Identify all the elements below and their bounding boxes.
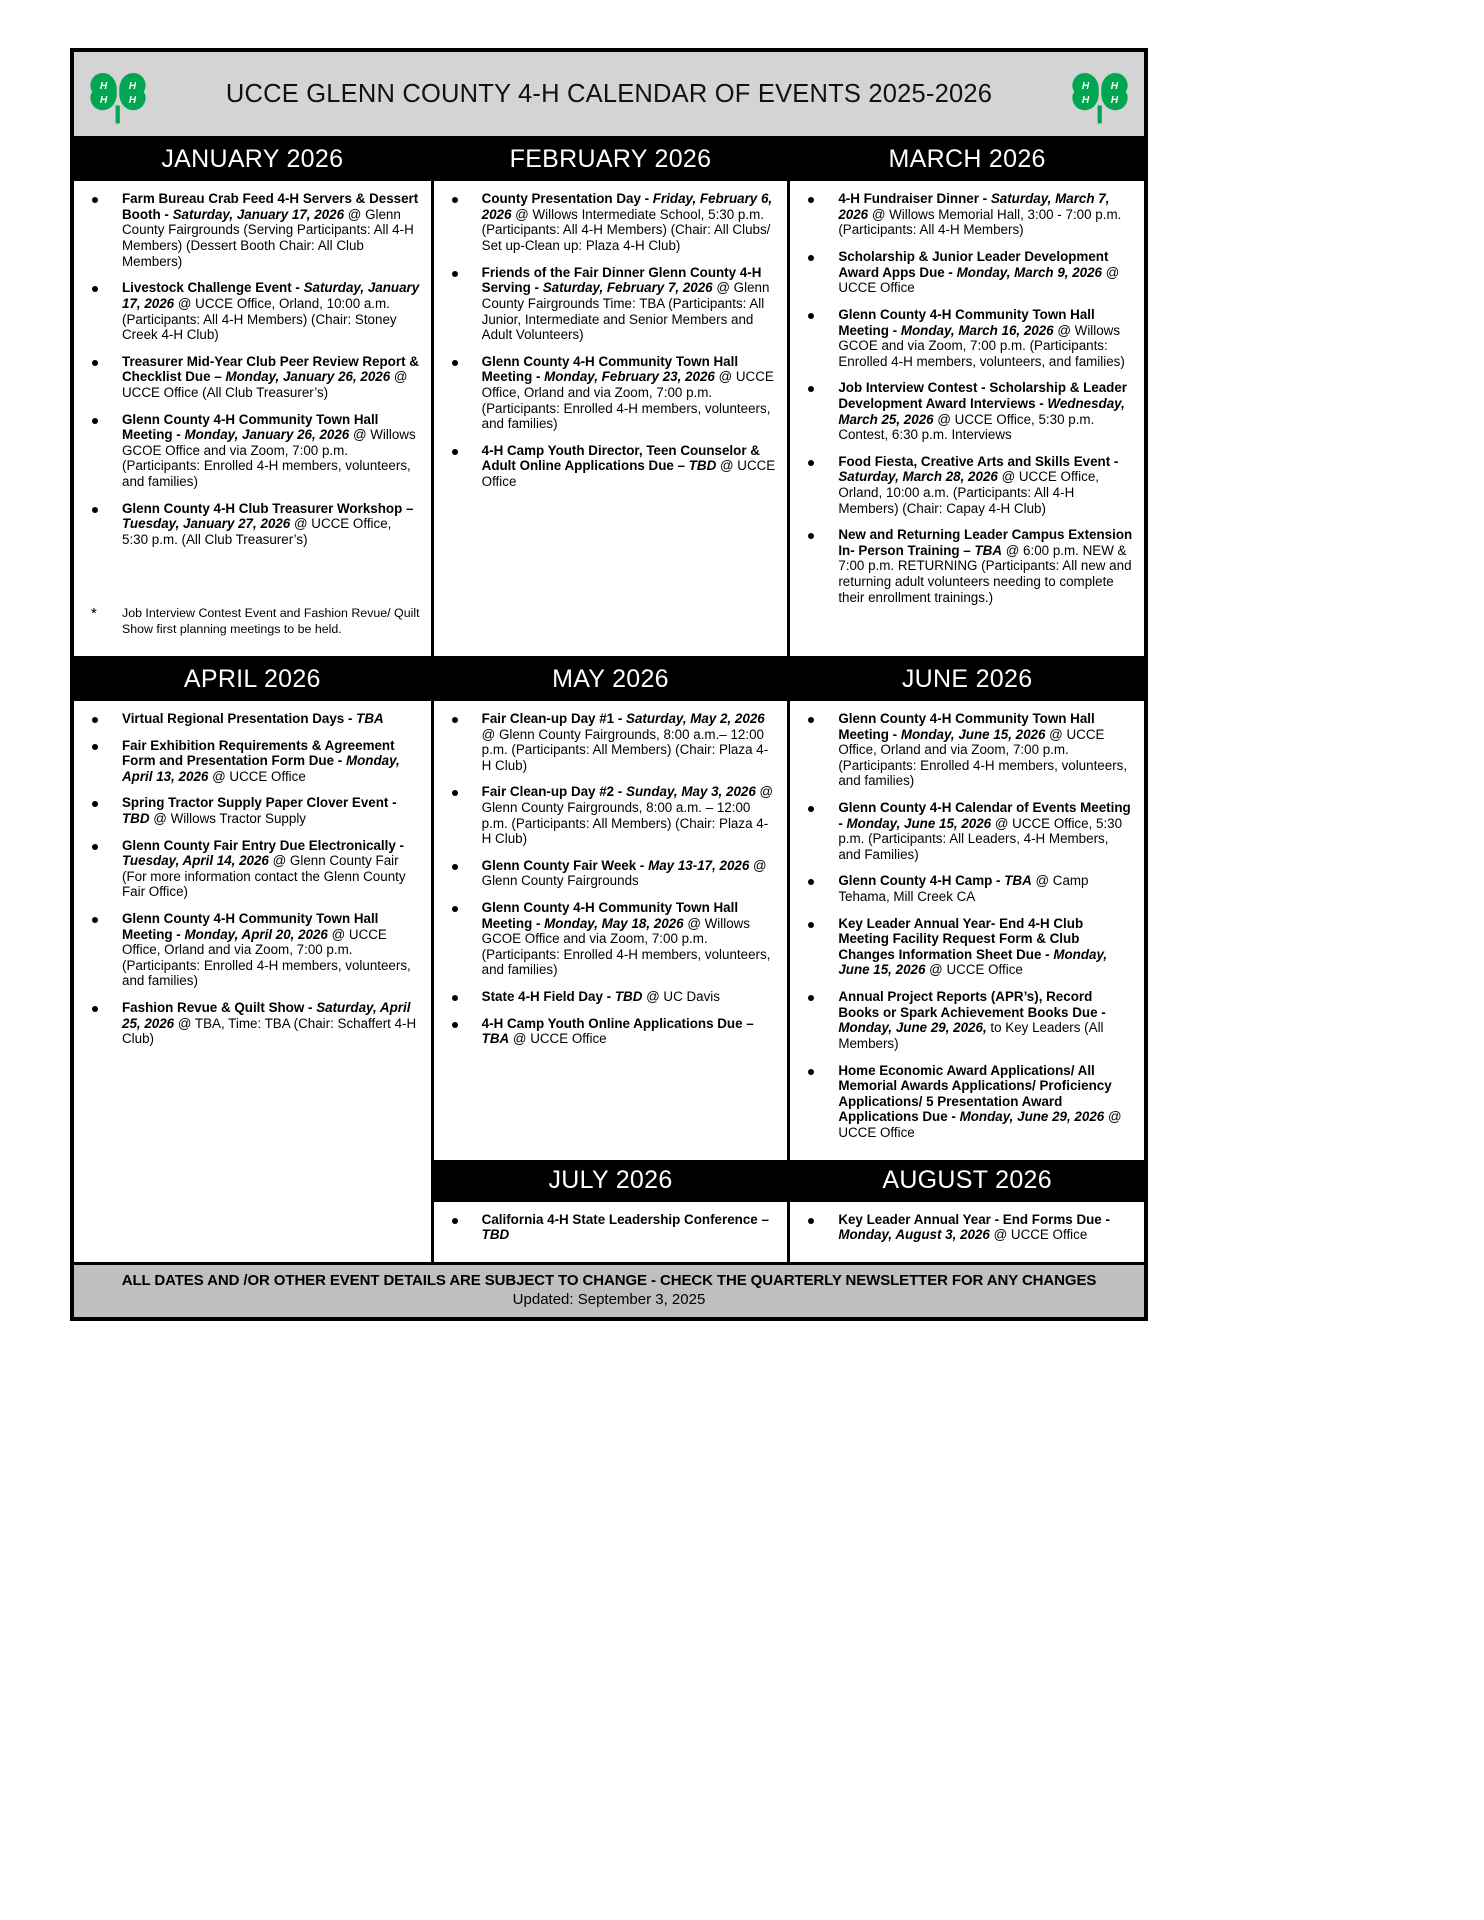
footer-updated-date: Updated: September 3, 2025 bbox=[512, 1291, 706, 1309]
month-column-august bbox=[787, 1160, 1144, 1262]
month-body-august bbox=[790, 1202, 1144, 1262]
event-date: Tuesday, April 14, 2026 bbox=[122, 853, 269, 869]
event-title: Glenn County 4-H Community Town Hall Meeting - bbox=[481, 900, 739, 931]
event-date: TBA bbox=[356, 710, 384, 726]
event-detail: @ UCCE Office, Orland, 10:00 a.m. (Participants: All 4-H Members) (Chair: Stoney Creek 4-H Club) bbox=[122, 295, 397, 343]
event-item bbox=[796, 527, 1134, 605]
event-detail: @ UCCE Office, 5:30 p.m. Contest, 6:30 p.m. Interviews bbox=[838, 411, 1095, 443]
event-list-march bbox=[796, 191, 1134, 605]
month-header-august: AUGUST 2026 bbox=[790, 1160, 1144, 1202]
month-row-1 bbox=[74, 139, 1144, 656]
event-item bbox=[796, 989, 1134, 1051]
event-date: TBA bbox=[1004, 873, 1032, 889]
event-item bbox=[440, 858, 778, 889]
event-detail: @ UC Davis bbox=[642, 989, 720, 1005]
event-title: New and Returning Leader Campus Extension In- Person Training – bbox=[838, 527, 1133, 558]
event-title: Spring Tractor Supply Paper Clover Event - bbox=[122, 795, 397, 811]
event-detail: @ Glenn County Fairgrounds Time: TBA (Participants: All Junior, Intermediate and Senior Members and Adult Volunteers) bbox=[481, 280, 770, 343]
event-item bbox=[80, 738, 421, 785]
event-title: County Presentation Day - bbox=[481, 191, 653, 207]
event-item bbox=[80, 1000, 421, 1047]
event-title: Key Leader Annual Year - End Forms Due - bbox=[838, 1211, 1110, 1227]
event-title: Fashion Revue & Quilt Show - bbox=[122, 1000, 317, 1016]
event-title: Home Economic Award Applications/ All Memorial Awards Applications/ Proficiency Applications/ 5 Presentation Award Applications Due - bbox=[838, 1062, 1112, 1125]
event-list-august bbox=[796, 1212, 1134, 1243]
event-item bbox=[796, 307, 1134, 369]
svg-text:H: H bbox=[128, 81, 137, 93]
event-list-february bbox=[440, 191, 778, 489]
four-h-clover-logo-left bbox=[88, 61, 148, 127]
event-date: Saturday, April 25, 2026 bbox=[122, 1000, 411, 1031]
event-date: Monday, March 16, 2026 bbox=[900, 322, 1054, 338]
event-item bbox=[440, 191, 778, 253]
footnote-text: Job Interview Contest Event and Fashion Revue/ Quilt Show first planning meetings to be held. bbox=[122, 606, 420, 637]
event-date: Saturday, January 17, 2026 bbox=[172, 206, 345, 222]
event-date: Monday, February 23, 2026 bbox=[544, 369, 715, 385]
event-list-january bbox=[80, 191, 421, 636]
empty-header bbox=[74, 1160, 431, 1202]
event-item bbox=[80, 412, 421, 490]
month-row-2 bbox=[74, 659, 1144, 1160]
event-date: Saturday, March 28, 2026 bbox=[838, 469, 998, 485]
event-item bbox=[796, 711, 1134, 789]
month-body-january bbox=[74, 181, 431, 655]
svg-text:H: H bbox=[1081, 81, 1090, 93]
event-detail: @ Camp Tehama, Mill Creek CA bbox=[838, 873, 1089, 905]
month-body-june bbox=[790, 701, 1144, 1160]
event-item bbox=[440, 900, 778, 978]
event-item bbox=[796, 1063, 1134, 1141]
event-title: Food Fiesta, Creative Arts and Skills Event - bbox=[838, 453, 1119, 469]
event-item bbox=[80, 838, 421, 900]
event-date: Tuesday, January 27, 2026 bbox=[122, 516, 291, 532]
event-date: Monday, May 18, 2026 bbox=[544, 915, 684, 931]
event-item bbox=[440, 1212, 778, 1243]
event-detail: @ UCCE Office, Orland and via Zoom, 7:00 p.m. (Participants: Enrolled 4-H members, volunteers, and families) bbox=[481, 369, 774, 432]
event-title: Treasurer Mid-Year Club Peer Review Report & Checklist Due – bbox=[122, 353, 419, 385]
event-detail: @ UCCE Office bbox=[838, 264, 1120, 296]
event-item bbox=[796, 454, 1134, 516]
month-body-july bbox=[434, 1202, 788, 1262]
event-item bbox=[796, 916, 1134, 978]
svg-text:H: H bbox=[128, 95, 137, 106]
event-date: Monday, January 26, 2026 bbox=[184, 427, 350, 443]
event-item bbox=[796, 191, 1134, 238]
month-column-april bbox=[74, 659, 431, 1160]
event-title: Glenn County Fair Week - bbox=[481, 857, 649, 873]
event-title: Glenn County 4-H Camp - bbox=[838, 873, 1005, 889]
event-date: Wednesday, March 25, 2026 bbox=[838, 395, 1125, 427]
event-list-june bbox=[796, 711, 1134, 1141]
event-detail: @ Willows GCOE Office and via Zoom, 7:00 p.m. (Participants: Enrolled 4-H members, volunteers, and families) bbox=[122, 427, 416, 489]
svg-text:H: H bbox=[1081, 95, 1090, 106]
event-list-april bbox=[80, 711, 421, 1047]
month-header-march: MARCH 2026 bbox=[790, 139, 1144, 181]
event-title: Annual Project Reports (APR’s), Record Books or Spark Achievement Books Due - bbox=[838, 989, 1106, 1020]
month-header-may: MAY 2026 bbox=[434, 659, 788, 701]
event-detail: @ UCCE Office (All Club Treasurer’s) bbox=[122, 369, 408, 400]
event-detail: @ Glenn County Fairgrounds bbox=[481, 857, 767, 889]
event-date: TBD bbox=[122, 810, 150, 826]
event-date: TBD bbox=[481, 1227, 510, 1243]
event-item bbox=[440, 265, 778, 343]
event-date: Monday, August 3, 2026 bbox=[838, 1227, 990, 1243]
svg-text:H: H bbox=[1110, 81, 1119, 93]
event-detail: @ Glenn County Fair (For more information contact the Glenn County Fair Office) bbox=[122, 853, 406, 900]
event-title: Glenn County 4-H Community Town Hall Meeting - bbox=[122, 411, 379, 443]
event-title: Glenn County 4-H Community Town Hall Meeting - bbox=[122, 911, 379, 942]
event-item bbox=[80, 280, 421, 342]
event-detail: @ UCCE Office bbox=[208, 768, 306, 784]
event-title: 4-H Camp Youth Online Applications Due – bbox=[481, 1015, 754, 1031]
event-item bbox=[80, 795, 421, 826]
event-detail: @ Glenn County Fairgrounds (Serving Participants: All 4-H Members) (Dessert Booth Chair: All Club Members) bbox=[122, 206, 414, 269]
event-date: Monday, June 29, 2026 bbox=[959, 1109, 1105, 1125]
month-column-june bbox=[787, 659, 1144, 1160]
svg-text:H: H bbox=[1110, 95, 1119, 106]
event-title: Glenn County 4-H Community Town Hall Meeting - bbox=[838, 710, 1095, 742]
event-item bbox=[440, 989, 778, 1005]
month-column-march bbox=[787, 139, 1144, 656]
event-date: Monday, June 15, 2026 bbox=[846, 815, 992, 831]
event-detail: @ Willows Memorial Hall, 3:00 - 7:00 p.m. (Participants: All 4-H Members) bbox=[838, 206, 1122, 238]
page-title: UCCE GLENN COUNTY 4-H CALENDAR OF EVENTS 2025-2026 bbox=[225, 79, 993, 108]
footer-disclaimer: ALL DATES AND /OR OTHER EVENT DETAILS ARE SUBJECT TO CHANGE - CHECK THE QUARTERLY NEWSLETTER FOR ANY CHANGES bbox=[121, 1272, 1097, 1290]
event-date: Monday, January 26, 2026 bbox=[225, 369, 391, 385]
event-item bbox=[440, 443, 778, 490]
event-detail: @ UCCE Office bbox=[481, 458, 776, 489]
event-detail: @ UCCE Office, Orland, 10:00 a.m. (Participants: All 4-H Members) (Chair: Capay 4-H Club) bbox=[838, 469, 1099, 516]
event-detail: @ UCCE Office, Orland and via Zoom, 7:00 p.m. (Participants: Enrolled 4-H members, volunteers, and families) bbox=[838, 726, 1128, 789]
event-detail: to Key Leaders (All Members) bbox=[838, 1020, 1104, 1051]
event-date: TBA bbox=[481, 1031, 510, 1047]
event-detail: @ UCCE Office, Orland and via Zoom, 7:00 p.m. (Participants: Enrolled 4-H members, volunteers, and families) bbox=[122, 926, 411, 989]
month-header-july: JULY 2026 bbox=[434, 1160, 788, 1202]
calendar-sheet bbox=[70, 48, 1148, 1321]
event-title: State 4-H Field Day - bbox=[481, 989, 615, 1005]
event-item bbox=[440, 1016, 778, 1047]
event-title: Glenn County 4-H Community Town Hall Meeting - bbox=[481, 353, 739, 385]
month-body-march bbox=[790, 181, 1144, 655]
event-date: Monday, June 15, 2026 bbox=[838, 946, 1108, 978]
month-column-february bbox=[431, 139, 788, 656]
empty-column bbox=[74, 1160, 431, 1262]
month-header-february: FEBRUARY 2026 bbox=[434, 139, 788, 181]
month-body-february bbox=[434, 181, 788, 655]
event-item bbox=[80, 354, 421, 401]
event-item bbox=[796, 380, 1134, 442]
event-detail: @ UCCE Office bbox=[925, 962, 1023, 978]
event-title: 4-H Camp Youth Director, Teen Counselor & Adult Online Applications Due – bbox=[481, 442, 760, 474]
event-detail: @ Willows Intermediate School, 5:30 p.m. (Participants: All 4-H Members) (Chair: All Clubs/ Set up-Clean up: Plaza 4-H Club) bbox=[481, 206, 771, 254]
event-title: Fair Exhibition Requirements & Agreement Form and Presentation Form Due - bbox=[122, 737, 395, 769]
svg-text:H: H bbox=[99, 81, 108, 93]
event-title: Fair Clean-up Day #1 - bbox=[481, 710, 627, 726]
event-date: Monday, June 15, 2026 bbox=[900, 726, 1046, 742]
event-date: TBA bbox=[974, 542, 1003, 558]
event-date: Monday, March 9, 2026 bbox=[956, 264, 1102, 280]
event-detail: @ UCCE Office bbox=[509, 1031, 607, 1047]
event-date: Friday, February 6, 2026 bbox=[481, 191, 773, 222]
event-date: Saturday, January 17, 2026 bbox=[122, 280, 420, 311]
event-title: Key Leader Annual Year- End 4-H Club Meeting Facility Request Form & Club Changes Information Sheet Due - bbox=[838, 915, 1084, 962]
event-title: 4-H Fundraiser Dinner - bbox=[838, 191, 991, 207]
event-title: Glenn County 4-H Community Town Hall Meeting - bbox=[838, 306, 1095, 338]
event-date: TBD bbox=[688, 458, 717, 474]
event-detail: @ Glenn County Fairgrounds, 8:00 a.m.– 12:00 p.m. (Participants: All Members) (Chair: Plaza 4-H Club) bbox=[481, 726, 769, 773]
footnote-item bbox=[80, 605, 421, 636]
document-header bbox=[74, 52, 1144, 136]
event-item bbox=[440, 784, 778, 846]
event-detail: @ UCCE Office bbox=[838, 1109, 1122, 1140]
event-title: Glenn County 4-H Club Treasurer Workshop – bbox=[122, 500, 414, 516]
month-row-3 bbox=[74, 1160, 1144, 1262]
month-body-may bbox=[434, 701, 788, 1160]
event-date: Saturday, May 2, 2026 bbox=[626, 710, 765, 726]
month-header-april: APRIL 2026 bbox=[74, 659, 431, 701]
event-title: Virtual Regional Presentation Days - bbox=[122, 710, 357, 726]
month-header-june: JUNE 2026 bbox=[790, 659, 1144, 701]
event-list-may bbox=[440, 711, 778, 1047]
event-title: Fair Clean-up Day #2 - bbox=[481, 784, 627, 800]
month-body-april bbox=[74, 701, 431, 1160]
event-date: Sunday, May 3, 2026 bbox=[626, 784, 756, 800]
event-item bbox=[440, 354, 778, 432]
event-title: Glenn County 4-H Calendar of Events Meeting - bbox=[838, 799, 1131, 831]
month-column-january bbox=[74, 139, 431, 656]
event-date: Monday, April 20, 2026 bbox=[184, 926, 328, 942]
event-title: California 4-H State Leadership Conference – bbox=[481, 1211, 769, 1227]
event-title: Farm Bureau Crab Feed 4-H Servers & Dessert Booth - bbox=[122, 191, 419, 222]
empty-body bbox=[74, 1202, 431, 1262]
event-list-july bbox=[440, 1212, 778, 1243]
event-item bbox=[796, 873, 1134, 904]
footer-banner bbox=[74, 1262, 1144, 1317]
event-item bbox=[796, 800, 1134, 862]
svg-text:H: H bbox=[99, 95, 108, 106]
event-detail: @ Glenn County Fairgrounds, 8:00 a.m. – 12:00 p.m. (Participants: All Members) (Chair: Plaza 4-H Club) bbox=[481, 784, 774, 847]
event-title: Livestock Challenge Event - bbox=[122, 280, 304, 296]
event-date: TBD bbox=[614, 989, 643, 1005]
event-item bbox=[80, 191, 421, 269]
event-detail: @ UCCE Office bbox=[989, 1227, 1088, 1243]
event-item bbox=[440, 711, 778, 773]
event-detail: @ TBA, Time: TBA (Chair: Schaffert 4-H Club) bbox=[122, 1015, 417, 1047]
event-title: Friends of the Fair Dinner Glenn County 4-H Serving - bbox=[481, 264, 762, 296]
event-detail: @ 6:00 p.m. NEW & 7:00 p.m. RETURNING (Participants: All new and returning adult volunteers needing to complete their enrollment trainings.) bbox=[838, 542, 1132, 605]
event-title: Glenn County Fair Entry Due Electronically - bbox=[122, 837, 405, 853]
event-detail: @ Willows Tractor Supply bbox=[149, 810, 306, 826]
event-item bbox=[80, 911, 421, 989]
event-date: Saturday, March 7, 2026 bbox=[838, 191, 1110, 222]
month-column-july bbox=[431, 1160, 788, 1262]
event-detail: @ UCCE Office, 5:30 p.m. (All Club Treasurer’s) bbox=[122, 516, 392, 547]
event-detail: @ UCCE Office, 5:30 p.m. (Participants: All Leaders, 4-H Members, and Families) bbox=[838, 815, 1123, 862]
month-header-january: JANUARY 2026 bbox=[74, 139, 431, 181]
event-item bbox=[796, 249, 1134, 296]
event-date: May 13-17, 2026 bbox=[648, 857, 750, 873]
event-item bbox=[80, 501, 421, 548]
event-detail: @ Willows GCOE and via Zoom, 7:00 p.m. (Participants: Enrolled 4-H members, volunteers, and families) bbox=[838, 322, 1125, 369]
month-column-may bbox=[431, 659, 788, 1160]
event-date: Saturday, February 7, 2026 bbox=[542, 280, 713, 296]
event-item bbox=[796, 1212, 1134, 1243]
event-detail: @ Willows GCOE Office and via Zoom, 7:00 p.m. (Participants: Enrolled 4-H members, volunteers, and families) bbox=[481, 915, 771, 978]
event-title: Job Interview Contest - Scholarship & Leader Development Award Interviews - bbox=[838, 380, 1128, 411]
event-date: Monday, June 29, 2026, bbox=[838, 1020, 987, 1036]
event-item bbox=[80, 711, 421, 727]
event-date: Monday, April 13, 2026 bbox=[122, 753, 400, 784]
four-h-clover-logo-right bbox=[1070, 61, 1130, 127]
event-title: Scholarship & Junior Leader Development Award Apps Due - bbox=[838, 249, 1109, 280]
